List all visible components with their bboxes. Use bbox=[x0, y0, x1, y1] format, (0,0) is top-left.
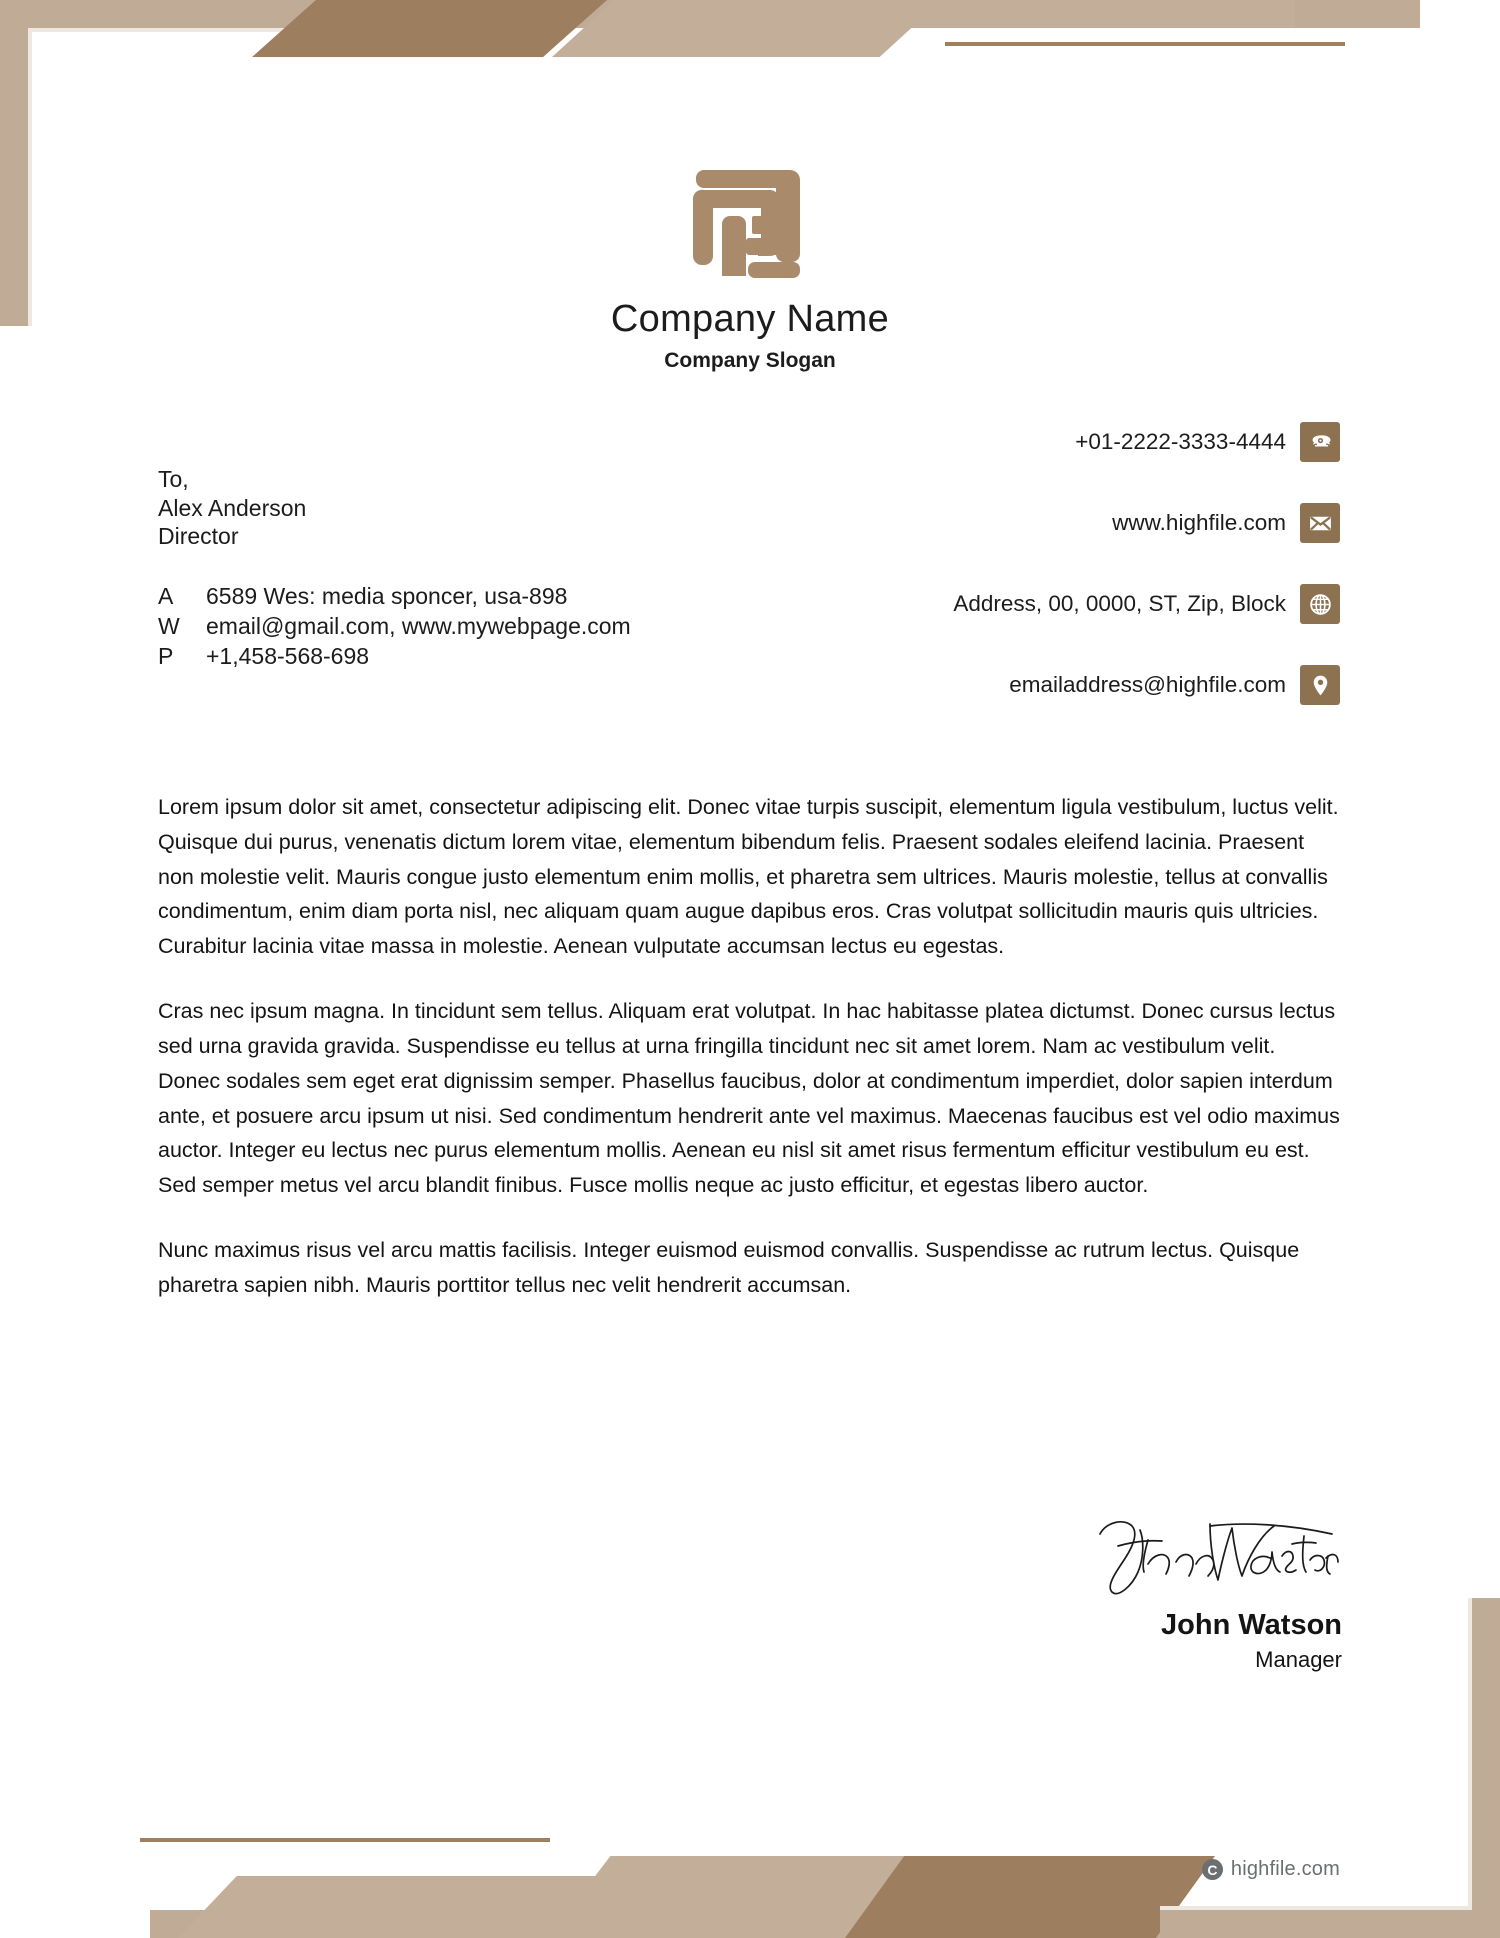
body-paragraph-3: Nunc maximus risus vel arcu mattis facilisis. Integer euismod euismod convallis. Suspendisse ac rutrum lectus. Quisque pharetra sapien nibh. Mauris porttitor tellus nec velit hendrerit accumsan. bbox=[158, 1238, 1300, 1297]
signature-title: Manager bbox=[1255, 1646, 1342, 1672]
detail-row-web bbox=[158, 611, 858, 641]
contact-email-text: emailaddress@highfile.com bbox=[1009, 672, 1286, 697]
detail-value-phone: +1,458-568-698 bbox=[206, 643, 370, 670]
decoration-top-right-band bbox=[875, 0, 1295, 28]
recipient-role: Director bbox=[158, 523, 239, 550]
decoration-right-inner-highlight bbox=[1468, 1598, 1472, 1910]
signature-block bbox=[922, 1510, 1342, 1673]
globe-icon bbox=[1300, 584, 1340, 624]
decoration-bottom-right-bar bbox=[1160, 1910, 1500, 1938]
contact-phone-text: +01-2222-3333-4444 bbox=[1075, 429, 1286, 454]
maze-monogram-logo bbox=[690, 168, 810, 278]
body-paragraph-1: Lorem ipsum dolor sit amet, consectetur adipiscing elit. Donec vitae turpis suscipit, elementum ligula vestibulum, luctus velit. Quisque dui purus, venenatis dictum lorem vitae, elementum bibendum felis. Praesent sodales eleifend lacinia. Praesent non molestie velit. Mauris congue justo elementum enim mollis, et pharetra sem ultrices. Mauris molestie, tellus at convallis condimentum, enim diam porta nisl, nec aliquam quam augue dapibus eros. Cras volutpat sollicitudin mauris quis ultricies. Curabitur lacinia vitae massa in molestie. Aenean vulputate accumsan lectus eu egestas. bbox=[158, 795, 1339, 959]
decoration-top-light-parallelogram bbox=[552, 0, 942, 57]
decoration-bottom-inner-highlight bbox=[1160, 1906, 1472, 1910]
contact-address-text: Address, 00, 0000, ST, Zip, Block bbox=[953, 591, 1286, 616]
handwritten-signature bbox=[1092, 1510, 1342, 1602]
footer-brand[interactable] bbox=[1202, 1858, 1340, 1881]
decoration-top-left-bar bbox=[0, 0, 340, 28]
envelope-icon bbox=[1300, 503, 1340, 543]
company-slogan: Company Slogan bbox=[664, 348, 836, 372]
detail-key-address: A bbox=[158, 582, 174, 609]
detail-row-phone bbox=[158, 641, 858, 671]
decoration-bottom-light-parallelogram bbox=[178, 1876, 598, 1938]
location-pin-icon bbox=[1300, 665, 1340, 705]
detail-row-address bbox=[158, 581, 858, 611]
recipient-detail-table bbox=[158, 581, 858, 672]
contact-row-phone[interactable] bbox=[720, 420, 1340, 464]
detail-value-address: 6589 Wes: media sponcer, usa-898 bbox=[206, 582, 568, 609]
decoration-bottom-rule bbox=[140, 1838, 550, 1842]
recipient-salutation: To, bbox=[158, 466, 189, 492]
detail-key-web: W bbox=[158, 612, 180, 639]
company-name: Company Name bbox=[610, 298, 890, 340]
phone-icon bbox=[1300, 422, 1340, 462]
signature-name: John Watson bbox=[1161, 1609, 1342, 1641]
decoration-top-rule bbox=[945, 42, 1345, 46]
detail-value-web: email@gmail.com, www.mywebpage.com bbox=[206, 612, 631, 639]
body-paragraph-2: Cras nec ipsum magna. In tincidunt sem tellus. Aliquam erat volutpat. In hac habitasse platea dictumst. Donec cursus lectus sed urna gravida gravida. Suspendisse eu tellus at urna fringilla tincidunt nec sit amet lorem. Nam ac vestibulum velit. Donec sodales sem eget erat dignissim semper. Phasellus faucibus, dolor at condimentum imperdiet, dolor sapien interdum ante, et posuere arcu ipsum ut nisi. Sed condimentum hendrerit ante vel maximus. Maecenas faucibus est vel odio maximus auctor. Integer eu lectus nec purus elementum mollis. Aenean eu nisl sit amet risus fermentum efficitur vestibulum eu est. Sed semper metus vel arcu blandit finibus. Fusce mollis neque ac justo efficitur, et egestas libero auctor. bbox=[158, 999, 1340, 1198]
footer-brand-text: highfile.com bbox=[1230, 1858, 1340, 1880]
recipient-block bbox=[158, 465, 858, 672]
letter-body bbox=[158, 790, 1341, 1303]
letterhead-header bbox=[0, 168, 1500, 373]
decoration-right-vertical-bar bbox=[1472, 1598, 1500, 1938]
copyright-circle-icon: C bbox=[1202, 1859, 1223, 1880]
recipient-name: Alex Anderson bbox=[158, 494, 307, 521]
contact-website-text: www.highfile.com bbox=[1112, 510, 1286, 535]
detail-key-phone: P bbox=[158, 643, 174, 670]
